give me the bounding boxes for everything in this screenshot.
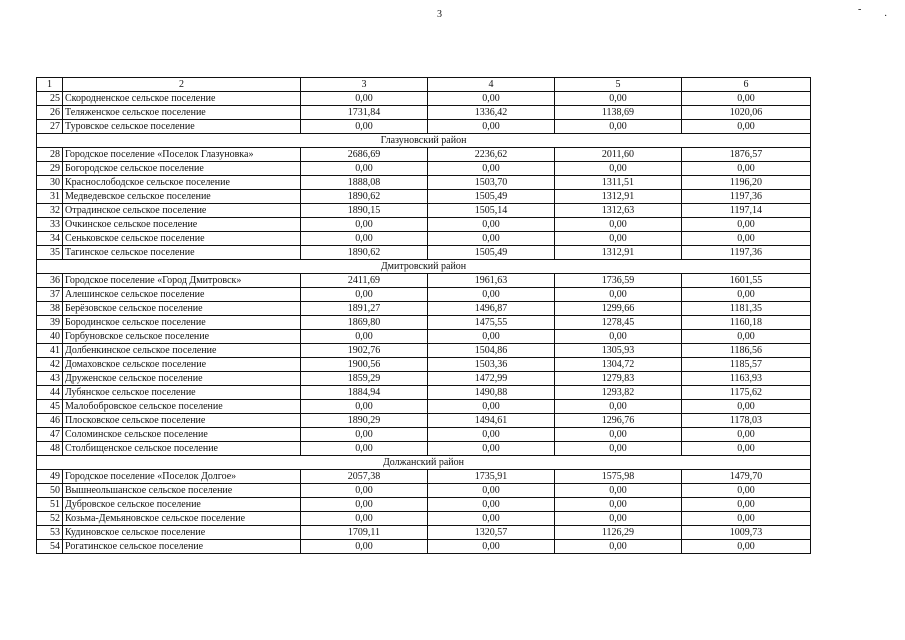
value-cell: 1312,91 [555, 246, 682, 260]
value-cell: 0,00 [428, 400, 555, 414]
value-cell: 1709,11 [301, 526, 428, 540]
row-number: 51 [37, 498, 63, 512]
table-row [37, 176, 811, 190]
value-cell: 1186,56 [682, 344, 811, 358]
value-cell: 1279,83 [555, 372, 682, 386]
settlement-name: Городское поселение «Город Дмитровск» [63, 274, 301, 288]
settlement-name: Скородненское сельское поселение [63, 92, 301, 106]
value-cell: 1126,29 [555, 526, 682, 540]
value-cell: 0,00 [682, 288, 811, 302]
page-number: 3 [437, 9, 442, 20]
settlement-name: Вышнеольшанское сельское поселение [63, 484, 301, 498]
value-cell: 0,00 [682, 330, 811, 344]
value-cell: 1496,87 [428, 302, 555, 316]
value-cell: 1312,91 [555, 190, 682, 204]
value-cell: 0,00 [301, 498, 428, 512]
table-row [37, 414, 811, 428]
corner-mark: · [884, 11, 888, 22]
header-row [37, 78, 811, 92]
value-cell: 0,00 [555, 330, 682, 344]
settlement-name: Очкинское сельское поселение [63, 218, 301, 232]
value-cell: 0,00 [682, 484, 811, 498]
value-cell: 1196,20 [682, 176, 811, 190]
value-cell: 0,00 [555, 540, 682, 554]
value-cell: 2411,69 [301, 274, 428, 288]
row-number: 27 [37, 120, 63, 134]
value-cell: 0,00 [682, 428, 811, 442]
value-cell: 0,00 [555, 92, 682, 106]
value-cell: 1293,82 [555, 386, 682, 400]
settlement-name: Туровское сельское поселение [63, 120, 301, 134]
settlement-name: Кудиновское сельское поселение [63, 526, 301, 540]
row-number: 34 [37, 232, 63, 246]
district-row [37, 456, 811, 470]
row-number: 39 [37, 316, 63, 330]
table-row [37, 232, 811, 246]
table-row [37, 274, 811, 288]
settlement-name: Домаховское сельское поселение [63, 358, 301, 372]
value-cell: 1197,36 [682, 246, 811, 260]
row-number: 50 [37, 484, 63, 498]
value-cell: 0,00 [301, 120, 428, 134]
value-cell: 0,00 [682, 92, 811, 106]
value-cell: 0,00 [682, 512, 811, 526]
settlement-name: Алешинское сельское поселение [63, 288, 301, 302]
value-cell: 0,00 [301, 484, 428, 498]
value-cell: 0,00 [428, 92, 555, 106]
value-cell: 1890,62 [301, 190, 428, 204]
value-cell: 1504,86 [428, 344, 555, 358]
value-cell: 0,00 [428, 540, 555, 554]
value-cell: 1888,08 [301, 176, 428, 190]
value-cell: 2011,60 [555, 148, 682, 162]
value-cell: 0,00 [428, 232, 555, 246]
value-cell: 0,00 [428, 330, 555, 344]
value-cell: 1020,06 [682, 106, 811, 120]
settlement-name: Тагинское сельское поселение [63, 246, 301, 260]
corner-mark: - [858, 4, 862, 15]
value-cell: 0,00 [555, 162, 682, 176]
value-cell: 1505,49 [428, 190, 555, 204]
settlement-name: Лубянское сельское поселение [63, 386, 301, 400]
value-cell: 1320,57 [428, 526, 555, 540]
column-header: 2 [63, 78, 301, 92]
table-row [37, 344, 811, 358]
settlement-name: Медведевское сельское поселение [63, 190, 301, 204]
settlement-name: Городское поселение «Поселок Долгое» [63, 470, 301, 484]
settlement-name: Сеньковское сельское поселение [63, 232, 301, 246]
table-row [37, 442, 811, 456]
value-cell: 1869,80 [301, 316, 428, 330]
row-number: 46 [37, 414, 63, 428]
value-cell: 1890,62 [301, 246, 428, 260]
value-cell: 0,00 [555, 428, 682, 442]
settlement-name: Богородское сельское поселение [63, 162, 301, 176]
value-cell: 2686,69 [301, 148, 428, 162]
value-cell: 0,00 [682, 442, 811, 456]
table-row [37, 204, 811, 218]
value-cell: 1197,36 [682, 190, 811, 204]
settlement-name: Городское поселение «Поселок Глазуновка» [63, 148, 301, 162]
value-cell: 1735,91 [428, 470, 555, 484]
value-cell: 0,00 [301, 162, 428, 176]
table-row [37, 330, 811, 344]
table-row [37, 92, 811, 106]
value-cell: 0,00 [682, 400, 811, 414]
value-cell: 0,00 [301, 442, 428, 456]
value-cell: 1876,57 [682, 148, 811, 162]
row-number: 44 [37, 386, 63, 400]
row-number: 41 [37, 344, 63, 358]
table-row [37, 316, 811, 330]
row-number: 42 [37, 358, 63, 372]
value-cell: 1900,56 [301, 358, 428, 372]
value-cell: 0,00 [301, 512, 428, 526]
row-number: 52 [37, 512, 63, 526]
settlement-name: Берёзовское сельское поселение [63, 302, 301, 316]
settlement-name: Дубровское сельское поселение [63, 498, 301, 512]
value-cell: 1475,55 [428, 316, 555, 330]
settlement-name: Столбищенское сельское поселение [63, 442, 301, 456]
value-cell: 1175,62 [682, 386, 811, 400]
settlement-name: Бородинское сельское поселение [63, 316, 301, 330]
value-cell: 1890,15 [301, 204, 428, 218]
table-row [37, 106, 811, 120]
row-number: 31 [37, 190, 63, 204]
district-title: Глазуновский район [37, 134, 811, 148]
value-cell: 1181,35 [682, 302, 811, 316]
value-cell: 0,00 [301, 330, 428, 344]
settlement-name: Теляженское сельское поселение [63, 106, 301, 120]
value-cell: 0,00 [301, 400, 428, 414]
value-cell: 1503,70 [428, 176, 555, 190]
row-number: 29 [37, 162, 63, 176]
row-number: 49 [37, 470, 63, 484]
settlement-name: Малобобровское сельское поселение [63, 400, 301, 414]
value-cell: 0,00 [301, 540, 428, 554]
row-number: 26 [37, 106, 63, 120]
value-cell: 1138,69 [555, 106, 682, 120]
value-cell: 1472,99 [428, 372, 555, 386]
value-cell: 0,00 [555, 400, 682, 414]
value-cell: 0,00 [555, 484, 682, 498]
value-cell: 0,00 [428, 498, 555, 512]
value-cell: 1160,18 [682, 316, 811, 330]
value-cell: 0,00 [428, 162, 555, 176]
table-row [37, 386, 811, 400]
value-cell: 0,00 [301, 288, 428, 302]
column-header: 3 [301, 78, 428, 92]
value-cell: 1902,76 [301, 344, 428, 358]
column-header: 5 [555, 78, 682, 92]
row-number: 53 [37, 526, 63, 540]
settlement-name: Долбенкинское сельское поселение [63, 344, 301, 358]
table-row [37, 540, 811, 554]
row-number: 25 [37, 92, 63, 106]
value-cell: 1185,57 [682, 358, 811, 372]
table-row [37, 190, 811, 204]
value-cell: 1884,94 [301, 386, 428, 400]
district-title: Должанский район [37, 456, 811, 470]
value-cell: 0,00 [555, 232, 682, 246]
district-row [37, 134, 811, 148]
value-cell: 1163,93 [682, 372, 811, 386]
value-cell: 1494,61 [428, 414, 555, 428]
district-row [37, 260, 811, 274]
value-cell: 1304,72 [555, 358, 682, 372]
row-number: 43 [37, 372, 63, 386]
table-row [37, 218, 811, 232]
value-cell: 0,00 [428, 428, 555, 442]
row-number: 47 [37, 428, 63, 442]
settlement-name: Рогатинское сельское поселение [63, 540, 301, 554]
value-cell: 0,00 [428, 512, 555, 526]
table-row [37, 120, 811, 134]
table-row [37, 358, 811, 372]
row-number: 35 [37, 246, 63, 260]
table-row [37, 428, 811, 442]
settlements-table [36, 77, 811, 554]
row-number: 36 [37, 274, 63, 288]
settlement-name: Друженское сельское поселение [63, 372, 301, 386]
table-row [37, 498, 811, 512]
value-cell: 0,00 [301, 232, 428, 246]
value-cell: 0,00 [428, 218, 555, 232]
row-number: 32 [37, 204, 63, 218]
table-row [37, 526, 811, 540]
settlement-name: Соломинское сельское поселение [63, 428, 301, 442]
table-row [37, 400, 811, 414]
table-body [37, 78, 811, 554]
value-cell: 1859,29 [301, 372, 428, 386]
value-cell: 0,00 [428, 288, 555, 302]
value-cell: 1197,14 [682, 204, 811, 218]
table-row [37, 302, 811, 316]
value-cell: 1305,93 [555, 344, 682, 358]
value-cell: 0,00 [301, 428, 428, 442]
value-cell: 2057,38 [301, 470, 428, 484]
value-cell: 0,00 [682, 120, 811, 134]
column-header: 1 [37, 78, 63, 92]
table-row [37, 470, 811, 484]
settlement-name: Горбуновское сельское поселение [63, 330, 301, 344]
value-cell: 1736,59 [555, 274, 682, 288]
row-number: 45 [37, 400, 63, 414]
value-cell: 0,00 [555, 498, 682, 512]
district-title: Дмитровский район [37, 260, 811, 274]
row-number: 28 [37, 148, 63, 162]
value-cell: 1336,42 [428, 106, 555, 120]
column-header: 6 [682, 78, 811, 92]
value-cell: 1311,51 [555, 176, 682, 190]
row-number: 38 [37, 302, 63, 316]
settlement-name: Плосковское сельское поселение [63, 414, 301, 428]
value-cell: 1312,63 [555, 204, 682, 218]
row-number: 30 [37, 176, 63, 190]
value-cell: 0,00 [555, 442, 682, 456]
table-row [37, 288, 811, 302]
value-cell: 0,00 [428, 442, 555, 456]
table-row [37, 484, 811, 498]
value-cell: 0,00 [555, 218, 682, 232]
value-cell: 0,00 [555, 512, 682, 526]
value-cell: 0,00 [555, 288, 682, 302]
value-cell: 1503,36 [428, 358, 555, 372]
value-cell: 1575,98 [555, 470, 682, 484]
value-cell: 1490,88 [428, 386, 555, 400]
value-cell: 1296,76 [555, 414, 682, 428]
value-cell: 0,00 [682, 498, 811, 512]
value-cell: 1601,55 [682, 274, 811, 288]
settlement-name: Краснослободское сельское поселение [63, 176, 301, 190]
value-cell: 1278,45 [555, 316, 682, 330]
value-cell: 0,00 [301, 92, 428, 106]
value-cell: 0,00 [682, 162, 811, 176]
settlement-name: Козьма-Демьяновское сельское поселение [63, 512, 301, 526]
row-number: 48 [37, 442, 63, 456]
value-cell: 0,00 [428, 484, 555, 498]
settlement-name: Отрадинское сельское поселение [63, 204, 301, 218]
row-number: 54 [37, 540, 63, 554]
value-cell: 2236,62 [428, 148, 555, 162]
row-number: 40 [37, 330, 63, 344]
table-row [37, 372, 811, 386]
value-cell: 1505,14 [428, 204, 555, 218]
row-number: 37 [37, 288, 63, 302]
value-cell: 1505,49 [428, 246, 555, 260]
value-cell: 1479,70 [682, 470, 811, 484]
value-cell: 1890,29 [301, 414, 428, 428]
value-cell: 1731,84 [301, 106, 428, 120]
table-row [37, 246, 811, 260]
value-cell: 1891,27 [301, 302, 428, 316]
table-row [37, 512, 811, 526]
value-cell: 0,00 [682, 232, 811, 246]
value-cell: 1009,73 [682, 526, 811, 540]
table-row [37, 148, 811, 162]
value-cell: 1178,03 [682, 414, 811, 428]
row-number: 33 [37, 218, 63, 232]
value-cell: 0,00 [555, 120, 682, 134]
table-row [37, 162, 811, 176]
value-cell: 0,00 [301, 218, 428, 232]
value-cell: 0,00 [682, 218, 811, 232]
value-cell: 1961,63 [428, 274, 555, 288]
value-cell: 0,00 [682, 540, 811, 554]
value-cell: 0,00 [428, 120, 555, 134]
column-header: 4 [428, 78, 555, 92]
value-cell: 1299,66 [555, 302, 682, 316]
